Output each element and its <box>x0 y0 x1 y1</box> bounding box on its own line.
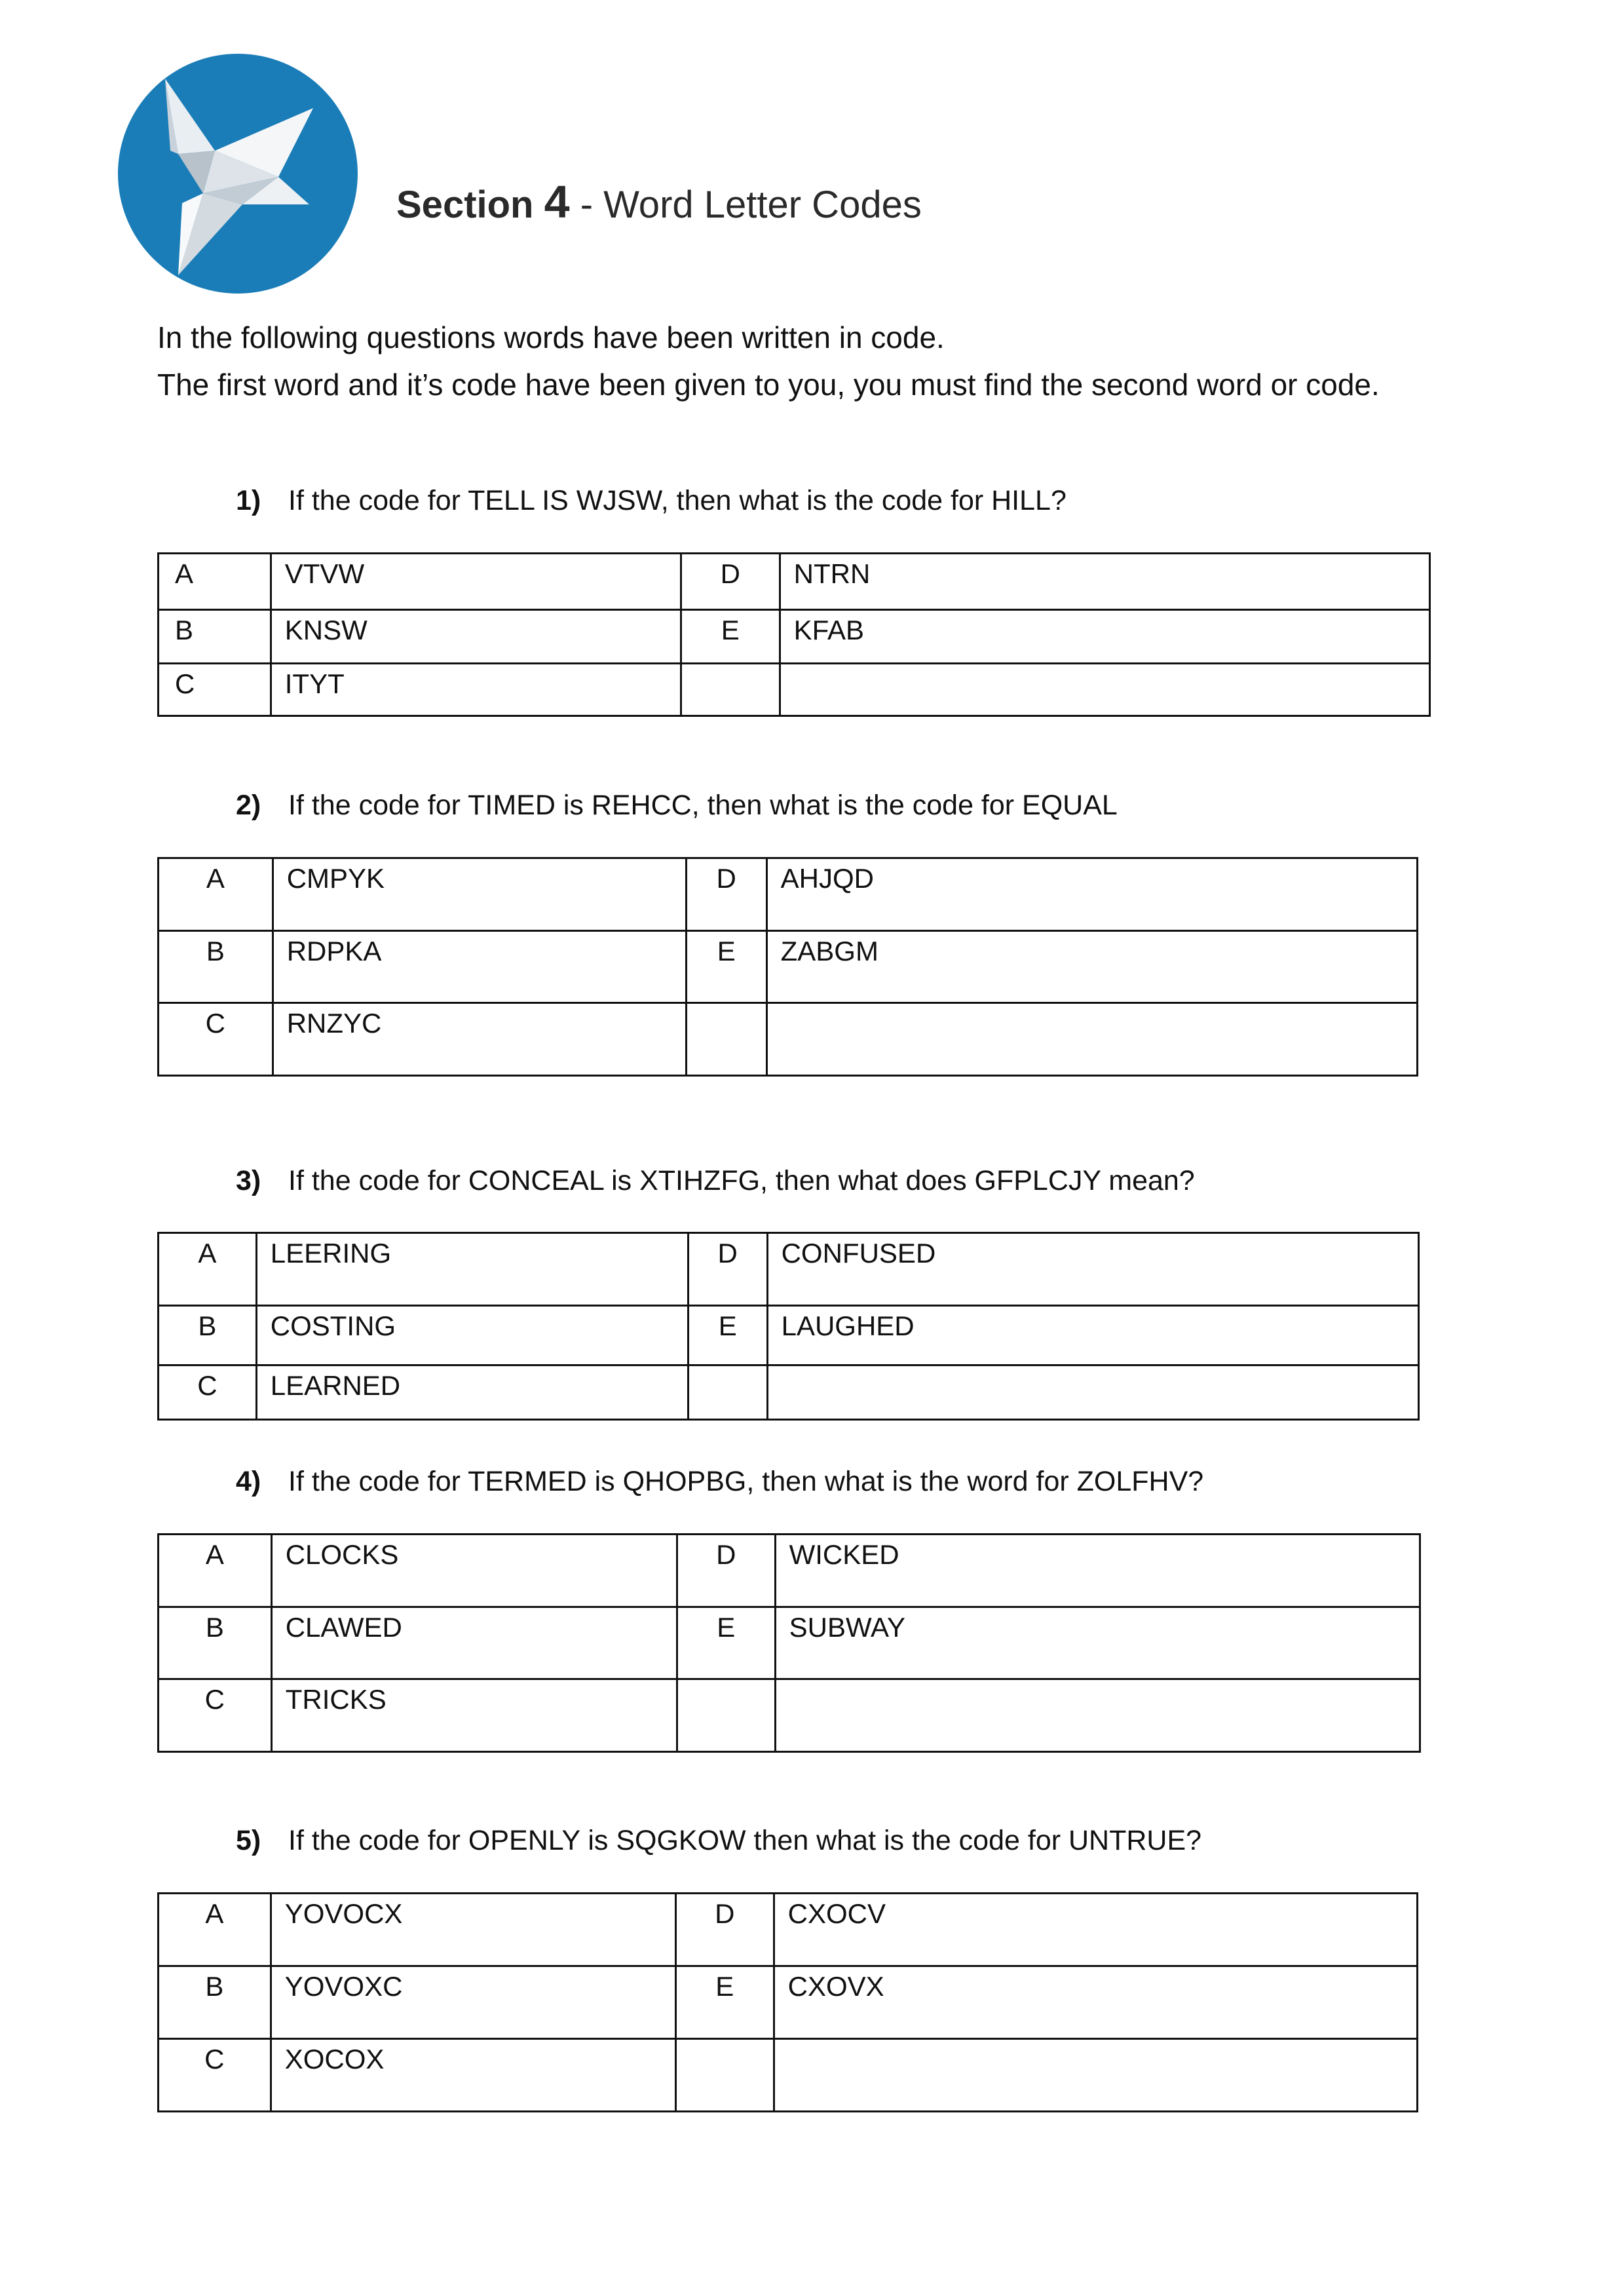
question-text: If the code for TELL IS WJSW, then what is the code for HILL? <box>288 485 1067 516</box>
option-letter[interactable]: B <box>159 1306 257 1365</box>
option-letter[interactable]: A <box>159 554 271 610</box>
question-number: 1) <box>236 485 261 516</box>
option-answer[interactable]: CXOVX <box>774 1966 1417 2039</box>
table-row <box>159 554 1430 610</box>
option-answer[interactable]: NTRN <box>780 554 1429 610</box>
table-row <box>159 664 1430 716</box>
option-answer[interactable]: RDPKA <box>273 931 686 1003</box>
option-answer[interactable]: LEERING <box>256 1233 688 1306</box>
option-answer[interactable]: XOCOX <box>271 2039 675 2112</box>
option-letter[interactable]: B <box>159 931 273 1003</box>
option-answer[interactable]: CXOCV <box>774 1894 1417 1966</box>
option-answer[interactable]: ZABGM <box>766 931 1417 1003</box>
table-row <box>159 931 1418 1003</box>
option-letter[interactable]: D <box>675 1894 774 1966</box>
question-2 <box>236 790 1118 822</box>
table-row <box>159 1003 1418 1076</box>
table-row <box>159 1365 1419 1420</box>
option-letter[interactable]: B <box>159 1966 271 2039</box>
answer-table-2 <box>157 857 1418 1077</box>
option-answer[interactable]: YOVOXC <box>271 1966 675 2039</box>
option-letter[interactable]: C <box>159 664 271 716</box>
origami-bird-logo <box>105 52 371 295</box>
option-letter[interactable]: E <box>675 1966 774 2039</box>
option-answer <box>766 1003 1417 1076</box>
question-text: If the code for OPENLY is SQGKOW then what is the code for UNTRUE? <box>288 1825 1202 1856</box>
table-row <box>159 1966 1418 2039</box>
option-letter[interactable]: A <box>159 1233 257 1306</box>
option-answer[interactable]: COSTING <box>256 1306 688 1365</box>
option-letter[interactable]: D <box>681 554 780 610</box>
question-4 <box>236 1466 1203 1498</box>
option-answer[interactable]: LEARNED <box>256 1365 688 1420</box>
table-row <box>159 1535 1420 1607</box>
option-answer[interactable]: KFAB <box>780 610 1429 664</box>
table-row <box>159 610 1430 664</box>
option-answer[interactable]: ITYT <box>271 664 681 716</box>
option-answer <box>774 2039 1417 2112</box>
option-answer[interactable]: CLOCKS <box>271 1535 677 1607</box>
option-letter[interactable]: E <box>688 1306 767 1365</box>
section-subtitle: - Word Letter Codes <box>580 183 922 226</box>
option-letter <box>686 1003 766 1076</box>
option-answer <box>775 1679 1420 1752</box>
table-row <box>159 858 1418 931</box>
option-letter[interactable]: B <box>159 610 271 664</box>
answer-table-5 <box>157 1892 1418 2112</box>
question-3 <box>236 1165 1195 1197</box>
option-answer[interactable]: KNSW <box>271 610 681 664</box>
option-letter <box>681 664 780 716</box>
option-letter[interactable]: B <box>159 1607 272 1679</box>
option-answer[interactable]: CLAWED <box>271 1607 677 1679</box>
option-answer[interactable]: AHJQD <box>766 858 1417 931</box>
question-text: If the code for TIMED is REHCC, then what is the code for EQUAL <box>288 790 1118 821</box>
option-letter[interactable]: C <box>159 2039 271 2112</box>
option-answer[interactable]: VTVW <box>271 554 681 610</box>
option-letter[interactable]: A <box>159 1894 271 1966</box>
option-letter[interactable]: D <box>686 858 766 931</box>
section-title <box>396 176 922 228</box>
question-number: 5) <box>236 1825 261 1856</box>
option-letter[interactable]: D <box>688 1233 767 1306</box>
option-letter[interactable]: A <box>159 1535 272 1607</box>
option-letter[interactable]: C <box>159 1365 257 1420</box>
question-text: If the code for TERMED is QHOPBG, then what is the word for ZOLFHV? <box>288 1466 1204 1497</box>
option-answer[interactable]: CONFUSED <box>767 1233 1418 1306</box>
intro-line-2: The first word and it’s code have been given to you, you must find the second word or code. <box>157 368 1380 402</box>
option-letter <box>688 1365 767 1420</box>
option-answer[interactable]: RNZYC <box>273 1003 686 1076</box>
option-letter[interactable]: E <box>681 610 780 664</box>
question-number: 2) <box>236 790 261 821</box>
option-answer <box>767 1365 1418 1420</box>
table-row <box>159 1679 1420 1752</box>
question-5 <box>236 1825 1201 1857</box>
option-letter[interactable]: E <box>686 931 766 1003</box>
option-answer[interactable]: TRICKS <box>271 1679 677 1752</box>
table-row <box>159 1306 1419 1365</box>
option-letter <box>675 2039 774 2112</box>
question-number: 4) <box>236 1466 261 1497</box>
section-number: 4 <box>544 176 570 227</box>
option-answer[interactable]: YOVOCX <box>271 1894 675 1966</box>
question-number: 3) <box>236 1165 261 1196</box>
question-text: If the code for CONCEAL is XTIHZFG, then what does GFPLCJY mean? <box>288 1165 1195 1196</box>
intro-line-1: In the following questions words have been written in code. <box>157 320 945 354</box>
option-letter[interactable]: D <box>677 1535 775 1607</box>
option-letter[interactable]: C <box>159 1679 272 1752</box>
answer-table-4 <box>157 1533 1421 1753</box>
table-row <box>159 2039 1418 2112</box>
option-letter[interactable]: A <box>159 858 273 931</box>
option-answer[interactable]: LAUGHED <box>767 1306 1418 1365</box>
option-letter <box>677 1679 775 1752</box>
answer-table-1 <box>157 552 1431 717</box>
section-word: Section <box>396 183 534 226</box>
table-row <box>159 1894 1418 1966</box>
table-row <box>159 1607 1420 1679</box>
question-1 <box>236 485 1067 517</box>
option-answer[interactable]: SUBWAY <box>775 1607 1420 1679</box>
option-letter[interactable]: C <box>159 1003 273 1076</box>
option-answer[interactable]: WICKED <box>775 1535 1420 1607</box>
option-answer[interactable]: CMPYK <box>273 858 686 931</box>
option-answer <box>780 664 1429 716</box>
answer-table-3 <box>157 1232 1420 1421</box>
table-row <box>159 1233 1419 1306</box>
option-letter[interactable]: E <box>677 1607 775 1679</box>
